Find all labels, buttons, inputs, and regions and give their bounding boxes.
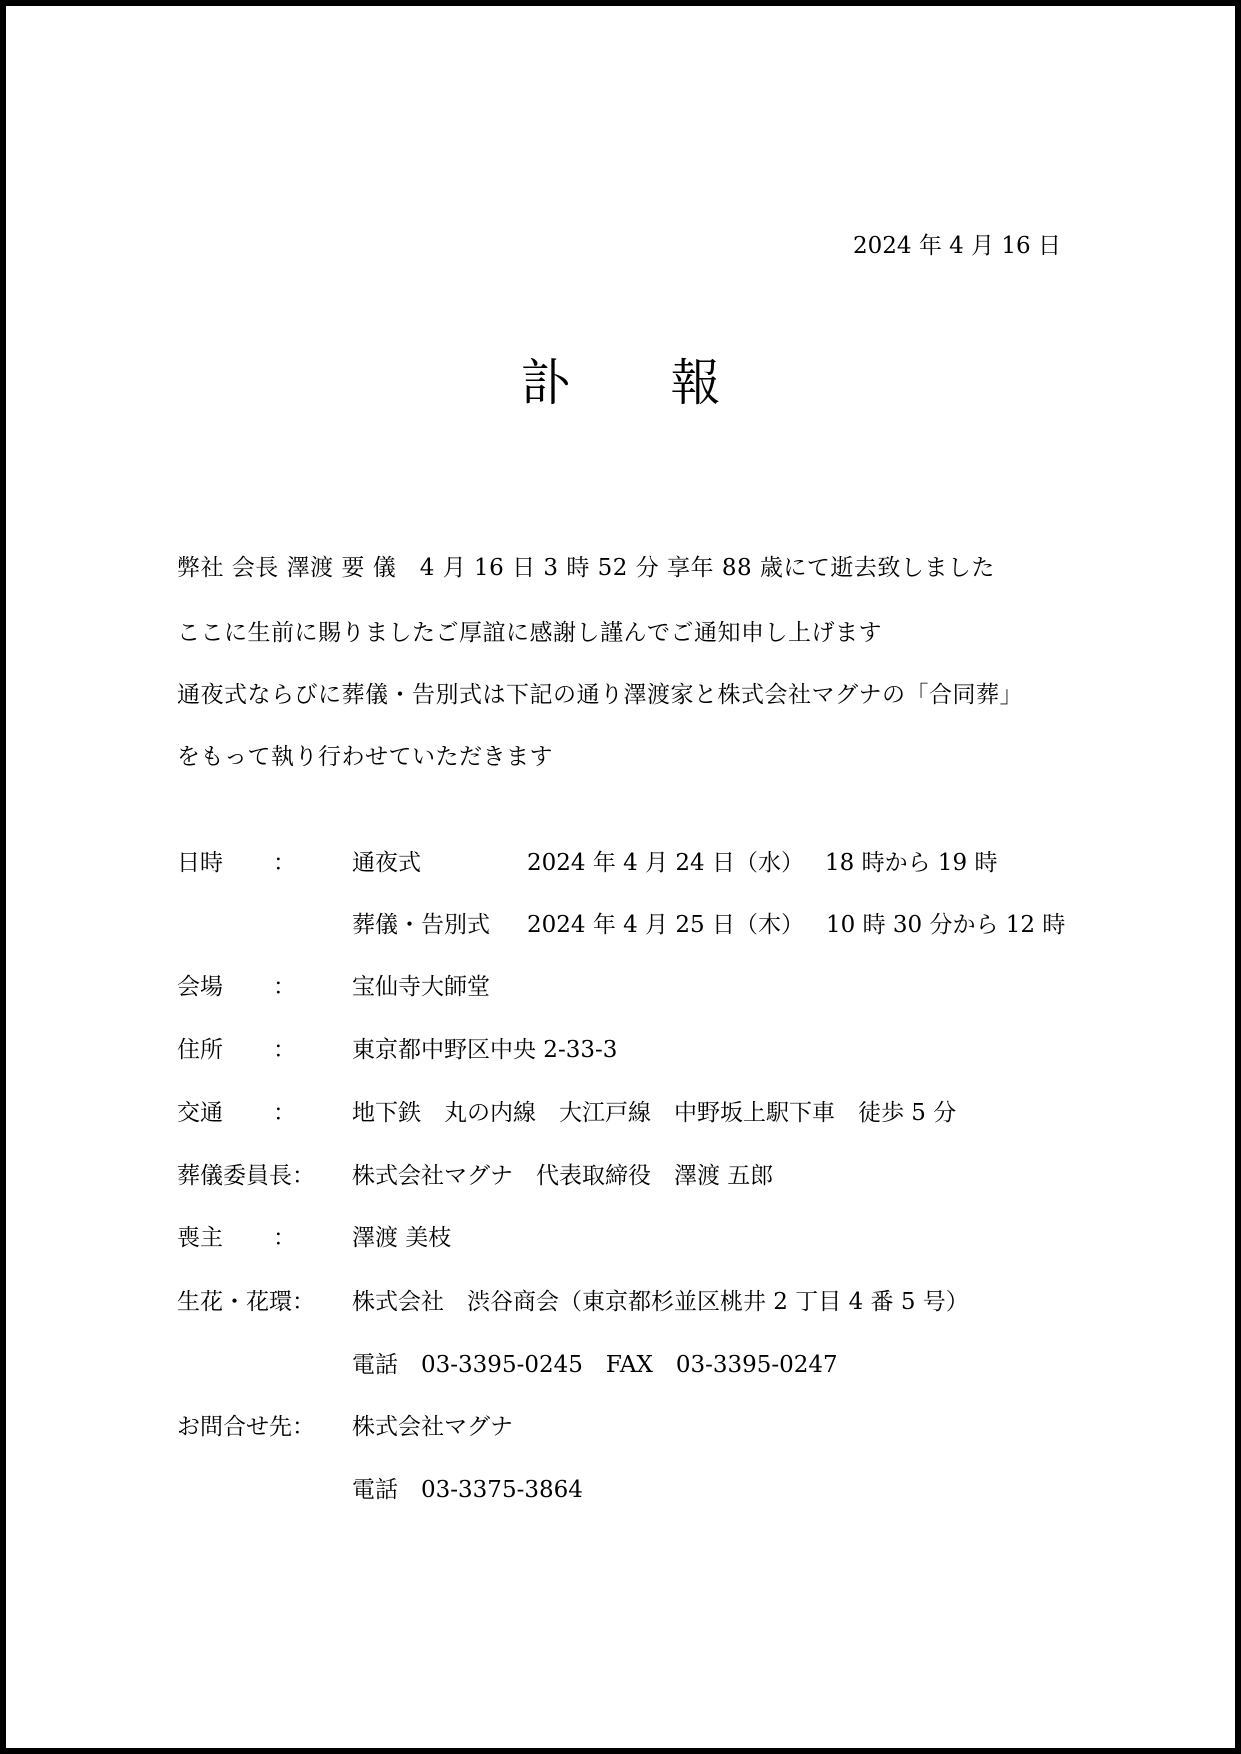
wake-time: 18 時から 19 時 xyxy=(825,850,998,876)
wake-name: 通夜式 xyxy=(352,850,421,876)
contact-phone: 電話 03-3375-3864 xyxy=(352,1477,583,1503)
datetime-label: 日時 xyxy=(177,850,223,876)
title-char-1: 訃 xyxy=(520,354,571,412)
wake-date: 2024 年 4 月 24 日（水） xyxy=(527,850,804,876)
transport-label: 交通 xyxy=(177,1100,223,1126)
contact-label: お問合せ先： xyxy=(177,1414,315,1440)
address-value: 東京都中野区中央 2-33-3 xyxy=(352,1037,618,1063)
flowers-phone: 電話 03-3395-0245 FAX 03-3395-0247 xyxy=(352,1352,838,1378)
transport-value: 地下鉄 丸の内線 大江戸線 中野坂上駅下車 徒歩 5 分 xyxy=(352,1100,957,1126)
document-date: 2024 年 4 月 16 日 xyxy=(853,233,1061,259)
address-colon: ： xyxy=(273,1037,296,1063)
venue-label: 会場 xyxy=(177,974,223,1000)
chief-mourner-colon: ： xyxy=(273,1225,296,1251)
funeral-date: 2024 年 4 月 25 日（木） xyxy=(527,912,804,938)
contact-value: 株式会社マグナ xyxy=(352,1414,513,1440)
address-label: 住所 xyxy=(177,1037,223,1063)
venue-colon: ： xyxy=(273,974,296,1000)
chief-mourner-value: 澤渡 美枝 xyxy=(352,1225,452,1251)
flowers-value: 株式会社 渋谷商会（東京都杉並区桃井 2 丁目 4 番 5 号） xyxy=(352,1289,969,1315)
body-line-4: をもって執り行わせていただきます xyxy=(177,744,553,770)
venue-value: 宝仙寺大師堂 xyxy=(352,974,490,1000)
body-line-1: 弊社 会長 澤渡 要 儀 4 月 16 日 3 時 52 分 享年 88 歳にて逝去致しました xyxy=(177,555,995,581)
body-line-2: ここに生前に賜りましたご厚誼に感謝し謹んでご通知申し上げます xyxy=(177,620,882,646)
page-title xyxy=(0,343,1241,415)
funeral-time: 10 時 30 分から 12 時 xyxy=(826,912,1066,938)
title-char-2: 報 xyxy=(670,354,721,412)
datetime-colon: ： xyxy=(273,850,296,876)
chief-mourner-label: 喪主 xyxy=(177,1225,223,1251)
funeral-name: 葬儀・告別式 xyxy=(352,912,490,938)
chair-label: 葬儀委員長： xyxy=(177,1163,315,1189)
chair-value: 株式会社マグナ 代表取締役 澤渡 五郎 xyxy=(352,1163,774,1189)
transport-colon: ： xyxy=(273,1100,296,1126)
body-line-3: 通夜式ならびに葬儀・告別式は下記の通り澤渡家と株式会社マグナの「合同葬」 xyxy=(177,682,1023,708)
flowers-label: 生花・花環： xyxy=(177,1289,315,1315)
